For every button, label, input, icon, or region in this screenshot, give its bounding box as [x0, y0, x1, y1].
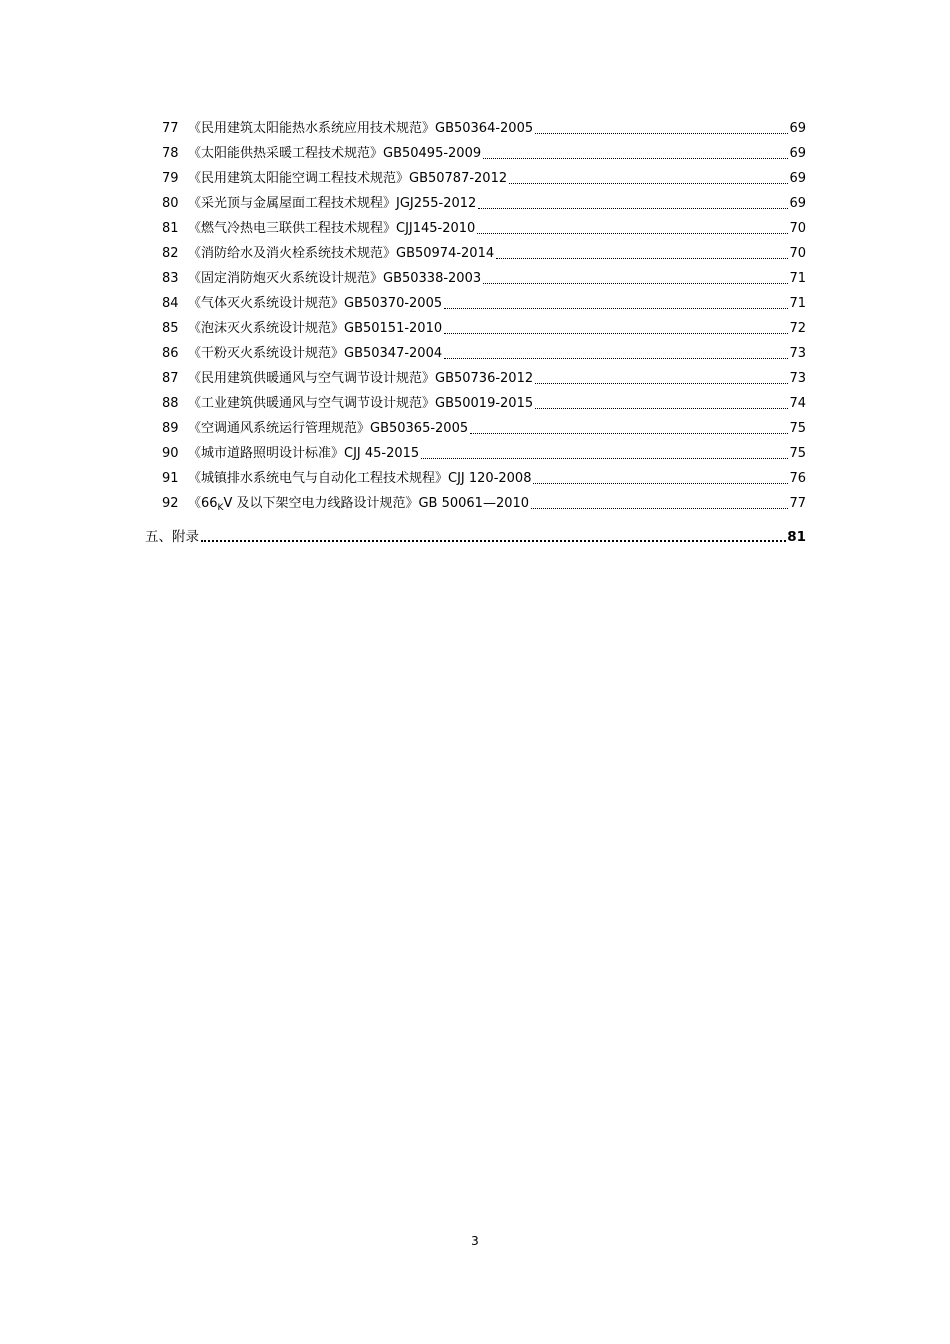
- page-number: 3: [471, 1234, 479, 1248]
- toc-entry-page: 73: [789, 371, 806, 386]
- toc-entry-page: 75: [789, 446, 806, 461]
- dot-leader: [444, 332, 788, 334]
- toc-entry-title: 《民用建筑太阳能空调工程技术规范》GB50787-2012: [188, 171, 508, 186]
- toc-entry-number: 80: [162, 196, 179, 211]
- toc-entry-number: 90: [162, 446, 179, 461]
- toc-entry-number: 89: [162, 421, 179, 436]
- toc-entry-page: 69: [789, 196, 806, 211]
- toc-entry-91[interactable]: [162, 468, 806, 490]
- dot-leader: [421, 457, 788, 459]
- toc-entry-title: 《干粉灭火系统设计规范》GB50347-2004: [188, 346, 443, 361]
- dot-leader: [477, 232, 788, 234]
- toc-entry-title-start: 《66: [188, 496, 218, 511]
- dot-leader: [509, 182, 788, 184]
- toc-entry-page: 72: [789, 321, 806, 336]
- toc-section-title: 五、附录: [145, 529, 199, 545]
- toc-entry-number: 78: [162, 146, 179, 161]
- toc-entry-title-end: V 及以下架空电力线路设计规范》GB 50061—2010: [223, 496, 530, 511]
- toc-entry-90[interactable]: [162, 443, 806, 465]
- toc-entry-page: 69: [789, 146, 806, 161]
- toc-entry-title-subscript: K: [217, 503, 224, 513]
- toc-entry-page: 71: [789, 296, 806, 311]
- toc-entry-page: 75: [789, 421, 806, 436]
- dot-leader: [470, 432, 788, 434]
- toc-entry-number: 91: [162, 471, 179, 486]
- dot-leader: [483, 282, 788, 284]
- toc-entry-79[interactable]: [162, 168, 806, 190]
- toc-section-appendix[interactable]: [145, 526, 806, 548]
- toc-entry-78[interactable]: [162, 143, 806, 165]
- toc-entry-number: 82: [162, 246, 179, 261]
- toc-entry-page: 74: [789, 396, 806, 411]
- toc-entry-81[interactable]: [162, 218, 806, 240]
- toc-entry-title: 《民用建筑供暖通风与空气调节设计规范》GB50736-2012: [188, 371, 534, 386]
- toc-entry-number: 86: [162, 346, 179, 361]
- toc-entry-87[interactable]: [162, 368, 806, 390]
- toc-entry-title: 《空调通风系统运行管理规范》GB50365-2005: [188, 421, 469, 436]
- toc-entry-title: 《泡沫灭火系统设计规范》GB50151-2010: [188, 321, 443, 336]
- dot-leader: [533, 482, 788, 484]
- toc-entry-number: 81: [162, 221, 179, 236]
- toc-entry-page: 71: [789, 271, 806, 286]
- toc-entry-89[interactable]: [162, 418, 806, 440]
- toc-entry-number: 85: [162, 321, 179, 336]
- toc-entry-title: 《采光顶与金属屋面工程技术规程》JGJ255-2012: [188, 196, 477, 211]
- toc-entry-77[interactable]: [162, 118, 806, 140]
- toc-entry-number: 88: [162, 396, 179, 411]
- toc-entry-number: 87: [162, 371, 179, 386]
- toc-entry-title: 《消防给水及消火栓系统技术规范》GB50974-2014: [188, 246, 495, 261]
- toc-entry-number: 92: [162, 496, 179, 511]
- toc-entry-title: 《城镇排水系统电气与自动化工程技术规程》CJJ 120-2008: [188, 471, 532, 486]
- toc-entry-title: 《工业建筑供暖通风与空气调节设计规范》GB50019-2015: [188, 396, 534, 411]
- dot-leader: [444, 307, 788, 309]
- toc-entry-title: 《太阳能供热采暖工程技术规范》GB50495-2009: [188, 146, 482, 161]
- toc-entry-page: 69: [789, 171, 806, 186]
- toc-entry-number: 83: [162, 271, 179, 286]
- toc-entry-title: [188, 493, 529, 515]
- toc-entry-82[interactable]: [162, 243, 806, 265]
- toc-entry-page: 76: [789, 471, 806, 486]
- toc-entry-title: 《城市道路照明设计标准》CJJ 45-2015: [188, 446, 420, 461]
- toc-entry-86[interactable]: [162, 343, 806, 365]
- toc-entry-88[interactable]: [162, 393, 806, 415]
- toc-entry-page: 70: [789, 246, 806, 261]
- toc-entry-page: 70: [789, 221, 806, 236]
- dot-leader: [535, 382, 788, 384]
- toc-entry-page: 77: [789, 496, 806, 511]
- toc-entry-title: 《民用建筑太阳能热水系统应用技术规范》GB50364-2005: [188, 121, 534, 136]
- toc-entry-page: 73: [789, 346, 806, 361]
- toc-entry-85[interactable]: [162, 318, 806, 340]
- toc-entry-title: 《气体灭火系统设计规范》GB50370-2005: [188, 296, 443, 311]
- dot-leader: [531, 507, 788, 509]
- dot-leader: [478, 207, 788, 209]
- toc-section-page: 81: [787, 529, 806, 545]
- toc-entry-title: 《燃气冷热电三联供工程技术规程》CJJ145-2010: [188, 221, 476, 236]
- toc-entry-number: 84: [162, 296, 179, 311]
- toc-entry-84[interactable]: [162, 293, 806, 315]
- dot-leader: [483, 157, 788, 159]
- toc-entry-83[interactable]: [162, 268, 806, 290]
- toc-entry-92[interactable]: [162, 493, 806, 515]
- dot-leader: [444, 357, 788, 359]
- toc-entry-title: 《固定消防炮灭火系统设计规范》GB50338-2003: [188, 271, 482, 286]
- dot-leader: [535, 132, 788, 134]
- toc-entry-80[interactable]: [162, 193, 806, 215]
- toc-entry-number: 79: [162, 171, 179, 186]
- toc-entry-number: 77: [162, 121, 179, 136]
- dot-leader: [201, 539, 786, 542]
- toc-entry-page: 69: [789, 121, 806, 136]
- dot-leader: [535, 407, 788, 409]
- dot-leader: [496, 257, 788, 259]
